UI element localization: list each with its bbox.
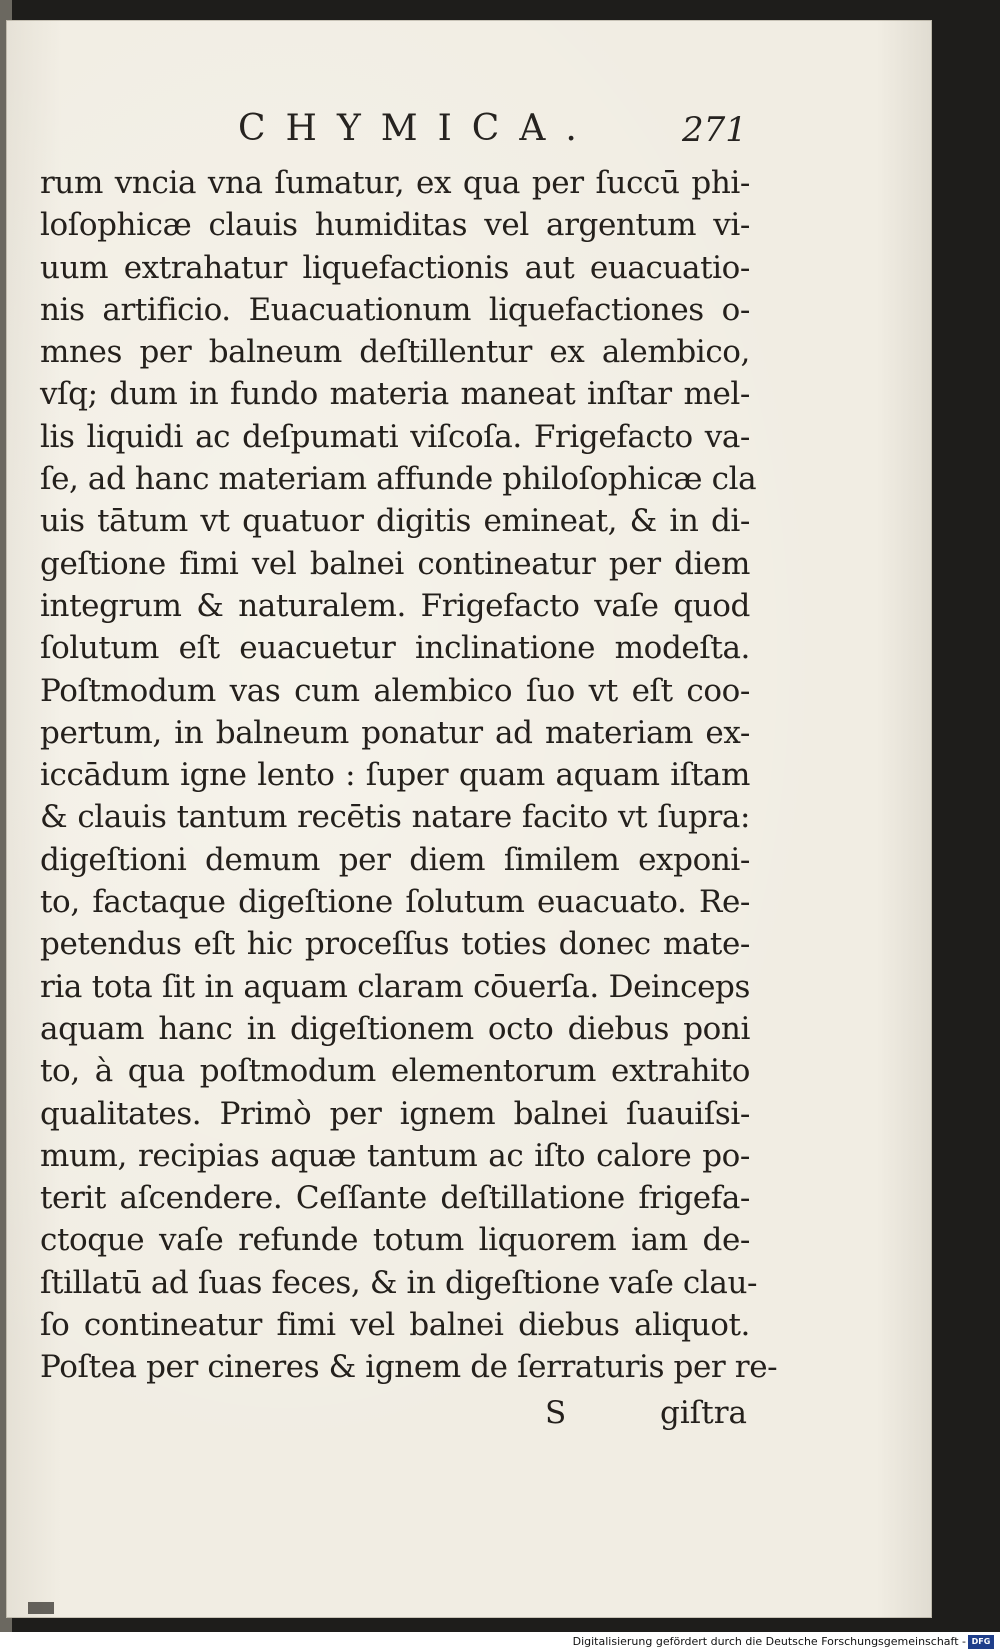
- text-line: ctoque vaſe refunde totum liquorem iam de-: [40, 1222, 750, 1259]
- text-line: Poſtea per cineres & ignem de ſerraturis per re-: [40, 1349, 778, 1386]
- page-number: 271: [682, 110, 747, 150]
- text-line: ria tota ſit in aquam claram cōuerſa. Deinceps: [40, 968, 750, 1005]
- text-line: vſq; dum in fundo materia maneat inſtar mel-: [40, 376, 750, 413]
- catchword: giſtra: [660, 1395, 747, 1431]
- ink-smudge: [28, 1602, 54, 1614]
- text-line: loſophicæ clauis humiditas vel argentum vi-: [40, 207, 750, 244]
- text-line: nis artificio. Euacuationum liquefactiones o-: [40, 291, 750, 328]
- text-line: qualitates. Primò per ignem balnei ſuauiſsi-: [40, 1095, 750, 1132]
- text-line: ſtillatū ad ſuas feces, & in digeſtione vaſe clau-: [40, 1264, 758, 1301]
- text-line: pertum, in balneum ponatur ad materiam ex-: [40, 714, 750, 751]
- catchline: [40, 1392, 750, 1434]
- text-line: lis liquidi ac deſpumati viſcoſa. Frigefacto va-: [40, 418, 750, 455]
- signature-mark: S: [545, 1395, 567, 1431]
- running-head: CHYMICA.: [238, 108, 597, 149]
- footer-credit: Digitalisierung gefördert durch die Deutsche Forschungsgemeinschaft -: [572, 1635, 966, 1648]
- dfg-logo-icon: DFG: [968, 1635, 994, 1649]
- text-line: ſo contineatur fimi vel balnei diebus aliquot.: [40, 1307, 750, 1344]
- text-line: mnes per balneum deſtillentur ex alembico,: [40, 334, 750, 371]
- book-page: [6, 20, 932, 1618]
- text-line: uis tātum vt quatuor digitis emineat, & in di-: [40, 503, 750, 540]
- text-line: aquam hanc in digeſtionem octo diebus poni: [40, 1010, 750, 1047]
- text-line: ſe, ad hanc materiam affunde philoſophicæ cla: [40, 461, 757, 498]
- text-line: digeſtioni demum per diem ſimilem exponi-: [40, 841, 750, 878]
- text-block: [40, 162, 778, 1389]
- text-line: & clauis tantum recētis natare facito vt ſupra:: [40, 799, 750, 836]
- text-line: mum, recipias aquæ tantum ac iſto calore po-: [40, 1137, 750, 1174]
- text-line: iccādum igne lento : ſuper quam aquam iſtam: [40, 757, 750, 794]
- text-line: terit aſcendere. Ceſſante deſtillatione frigefa-: [40, 1180, 750, 1217]
- text-line: integrum & naturalem. Frigefacto vaſe quod: [40, 587, 750, 624]
- text-line: ſolutum eſt euacuetur inclinatione modeſta.: [40, 630, 750, 667]
- text-line: to, factaque digeſtione ſolutum euacuato. Re-: [40, 884, 750, 921]
- text-line: rum vncia vna ſumatur, ex qua per ſuccū phi-: [40, 165, 750, 201]
- text-line: to, à qua poſtmodum elementorum extrahito: [40, 1053, 750, 1090]
- text-line: petendus eſt hic proceſſus toties donec mate-: [40, 926, 750, 963]
- text-line: geſtione fimi vel balnei contineatur per diem: [40, 545, 750, 582]
- text-line: uum extrahatur liquefactionis aut euacuatio-: [40, 249, 750, 286]
- footer-bar: [0, 1632, 1000, 1652]
- text-line: Poſtmodum vas cum alembico ſuo vt eſt coo-: [40, 672, 750, 709]
